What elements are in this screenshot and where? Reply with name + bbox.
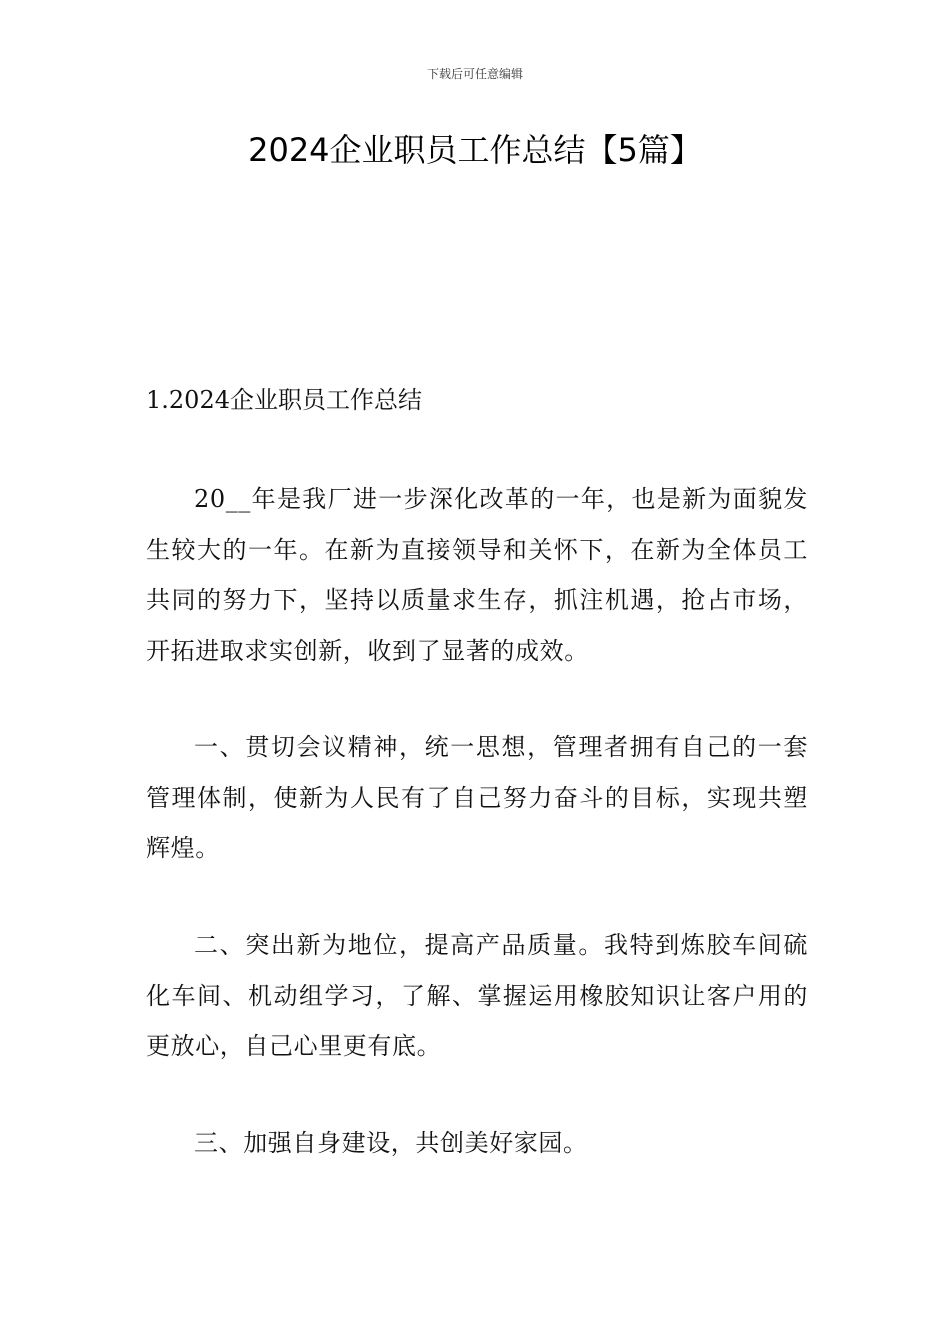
paragraph-point-one: 一、贯切会议精神，统一思想，管理者拥有自己的一套管理体制，使新为人民有了自己努力奋斗的目标，实现共塑辉煌。 bbox=[146, 733, 808, 862]
section-heading: 1.2024企业职员工作总结 bbox=[146, 386, 422, 414]
paragraph-point-two: 二、突出新为地位，提高产品质量。我特到炼胶车间硫化车间、机动组学习，了解、掌握运用橡胶知识让客户用的更放心，自己心里更有底。 bbox=[146, 931, 808, 1060]
document-title: 2024企业职员工作总结【5篇】 bbox=[248, 131, 702, 169]
paragraph-intro: 20__年是我厂进一步深化改革的一年，也是新为面貌发生较大的一年。在新为直接领导和关怀下，在新为全体员工共同的努力下，坚持以质量求生存，抓注机遇，抢占市场，开拓进取求实创新，收到了显著的成效。 bbox=[146, 485, 808, 665]
header-note: 下载后可任意编辑 bbox=[426, 67, 523, 81]
paragraph-point-three: 三、加强自身建设，共创美好家园。 bbox=[194, 1129, 588, 1157]
